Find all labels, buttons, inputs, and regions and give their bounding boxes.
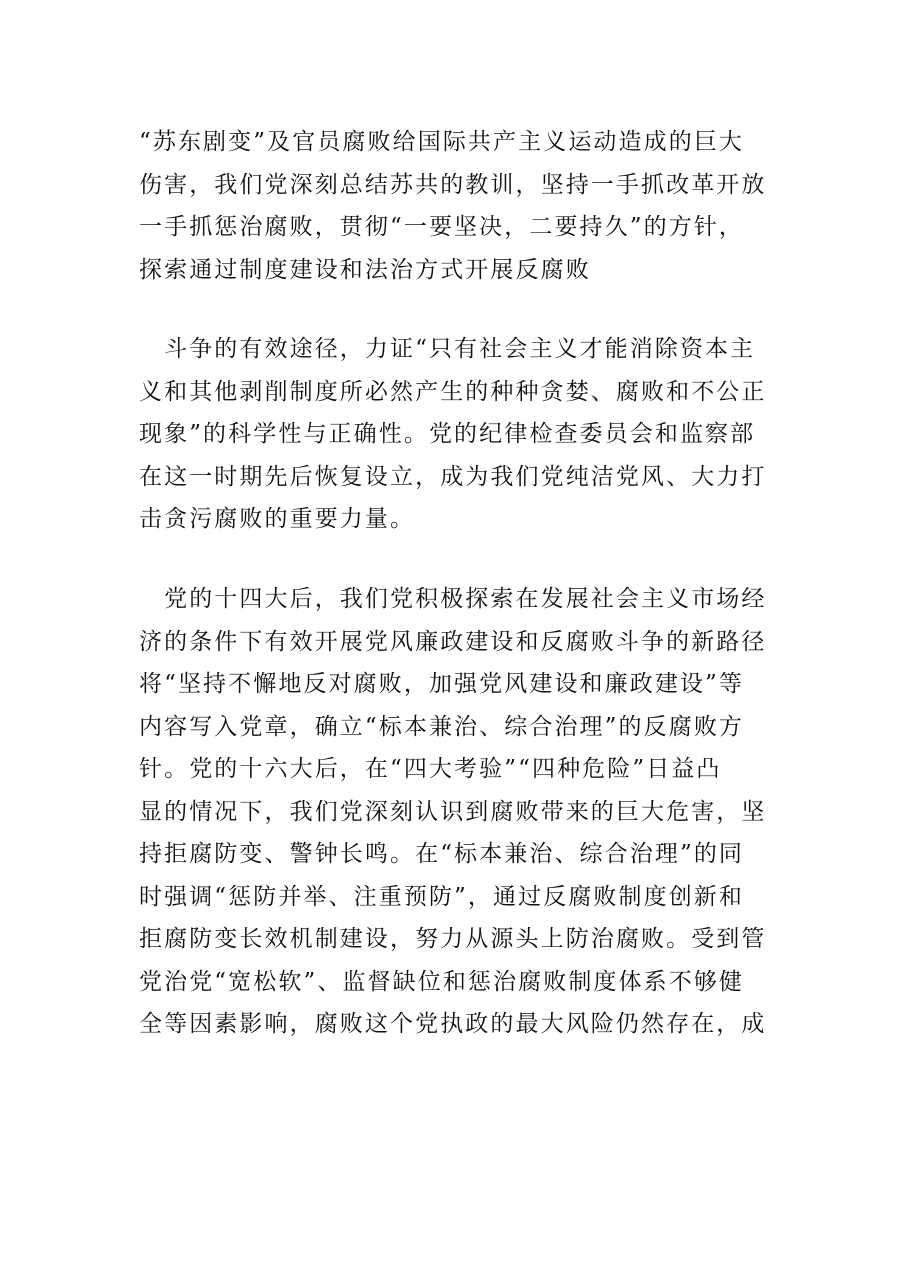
paragraph-line: 探索通过制度建设和法治方式开展反腐败	[139, 256, 591, 283]
paragraph-line: 现象”的科学性与正确性。党的纪律检查委员会和监察部	[139, 421, 756, 447]
paragraph-line: 一手抓惩治腐败，贯彻“一要坚决，二要持久”的方针，	[139, 214, 745, 240]
paragraph-line: 内容写入党章，确立“标本兼治、综合治理”的反腐败方	[139, 713, 745, 740]
paragraph-2	[139, 328, 779, 541]
paragraph-line: 在这一时期先后恢复设立，成为我们党纯洁党风、大力打	[139, 463, 767, 490]
paragraph-line: 伤害，我们党深刻总结苏共的教训，坚持一手抓改革开放	[139, 171, 767, 198]
paragraph-line: 拒腐防变长效机制建设，努力从源头上防治腐败。受到管	[139, 926, 767, 952]
paragraph-line: 全等因素影响，腐败这个党执政的最大风险仍然存在，成	[139, 1011, 767, 1037]
paragraph-line: 党治党“宽松软”、监督缺位和惩治腐败制度体系不够健	[139, 968, 745, 995]
paragraph-3	[139, 578, 779, 1046]
paragraph-line: 斗争的有效途径，力证“只有社会主义才能消除资本主	[139, 336, 756, 362]
paragraph-line: 时强调“惩防并举、注重预防”，通过反腐败制度创新和	[139, 883, 745, 910]
paragraph-line: 显的情况下，我们党深刻认识到腐败带来的巨大危害，坚	[139, 798, 767, 825]
paragraph-line: 针。党的十六大后，在“四大考验”“四种危险”日益凸	[139, 756, 722, 782]
paragraph-1	[139, 121, 779, 291]
paragraph-line: 济的条件下有效开展党风廉政建设和反腐败斗争的新路径	[139, 628, 767, 655]
paragraph-line: 党的十四大后，我们党积极探索在发展社会主义市场经	[139, 586, 767, 612]
paragraph-line: 义和其他剥削制度所必然产生的种种贪婪、腐败和不公正	[139, 378, 767, 405]
paragraph-line: 持拒腐防变、警钟长鸣。在“标本兼治、综合治理”的同	[139, 841, 745, 867]
paragraph-line: “苏东剧变”及官员腐败给国际共产主义运动造成的巨大	[139, 129, 745, 155]
paragraph-line: 击贪污腐败的重要力量。	[139, 506, 416, 532]
paragraph-line: 将“坚持不懈地反对腐败，加强党风建设和廉政建设”等	[139, 671, 745, 697]
